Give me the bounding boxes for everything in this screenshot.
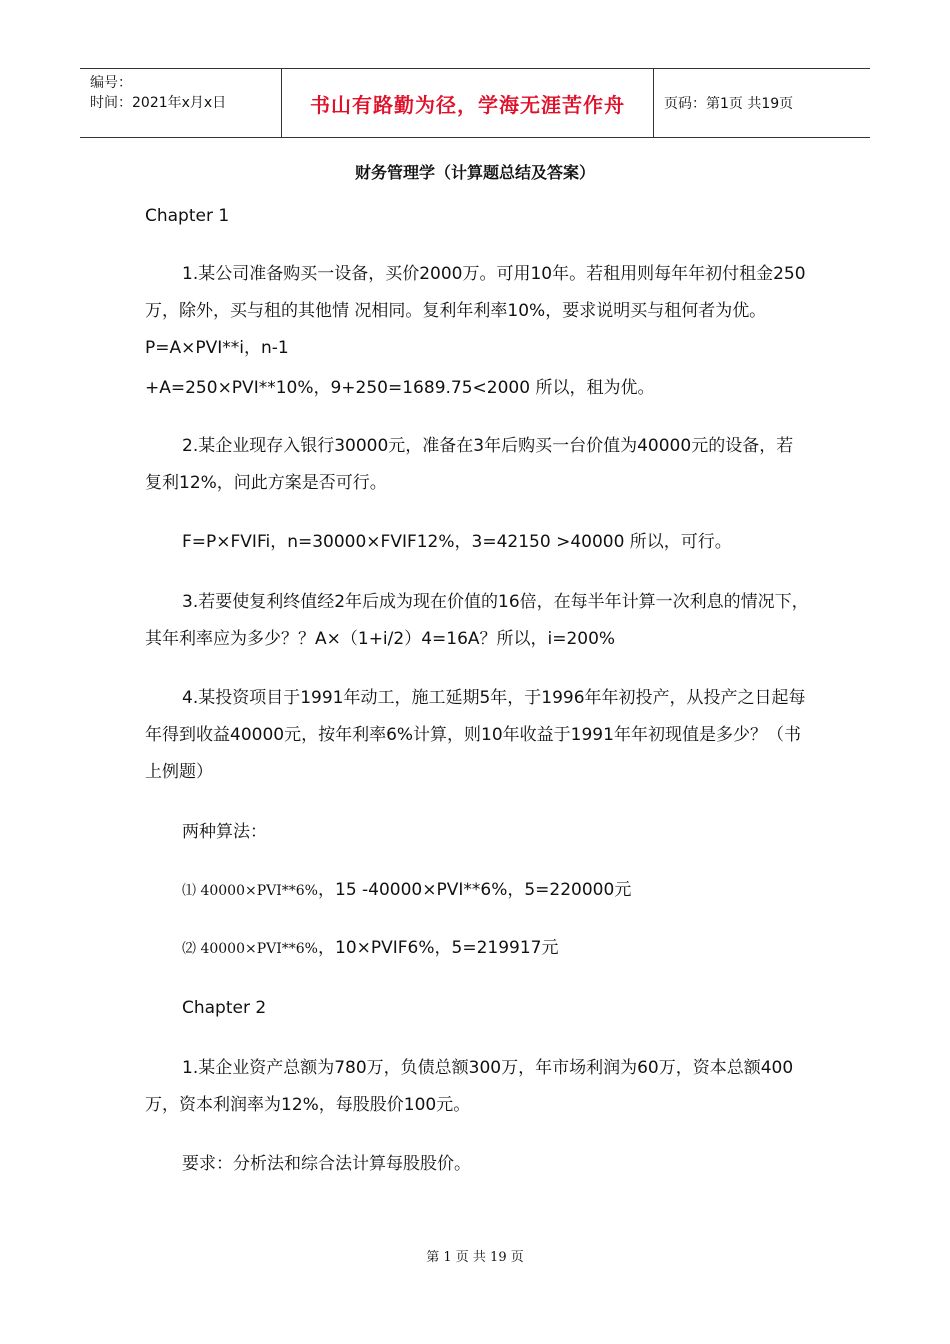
chapter-1-heading: Chapter 1	[145, 206, 230, 226]
ch1-question-2: 2.某企业现存入银行30000元，准备在3年后购买一台价值为40000元的设备，若复利12%，问此方案是否可行。	[145, 436, 794, 493]
ch1-question-1-answer: +A=250×PVI**10%，9+250=1689.75<2000 所以，租为优。	[145, 378, 655, 398]
ch1-question-1: 1.某公司准备购买一设备，买价2000万。可用10年。若租用则每年年初付租金250万，除外，买与租的其他情 况相同。复利年利率10%，要求说明买与租何者为优。P=A×PVI**i，n-1	[145, 264, 806, 358]
page-footer: 第 1 页 共 19 页	[426, 1250, 524, 1265]
page-header	[80, 68, 870, 138]
ch2-question-1-requirement: 要求：分析法和综合法计算每股股价。	[182, 1154, 471, 1174]
ch1-question-4-methods: 两种算法：	[182, 822, 267, 842]
document-title: 财务管理学（计算题总结及答案）	[354, 163, 595, 182]
ch1-question-2-answer: F=P×FVIFi，n=30000×FVIF12%，3=42150 >40000 所以，可行。	[182, 532, 732, 552]
header-page-info: 页码：第1页 共19页	[664, 96, 794, 112]
method-2-prefix: ⑵ 40000×PVI**6%	[182, 941, 318, 957]
ch1-method-2	[145, 930, 810, 968]
ch1-method-1	[145, 872, 810, 910]
number-label: 编号：	[90, 75, 132, 91]
header-meta	[80, 69, 282, 137]
ch1-question-3: 3.若要使复利终值经2年后成为现在价值的16倍，在每半年计算一次利息的情况下，其年利率应为多少？？A×（1+i/2）4=16A？所以，i=200%	[145, 592, 809, 649]
method-2-rest: ，10×PVIF6%，5=219917元	[318, 938, 559, 958]
ch2-question-1: 1.某企业资产总额为780万，负债总额300万，年市场利润为60万，资本总额400万，资本利润率为12%，每股股价100元。	[145, 1058, 794, 1115]
method-1-rest: ，15 -40000×PVI**6%，5=220000元	[318, 880, 632, 900]
chapter-2-heading: Chapter 2	[182, 998, 267, 1018]
ch1-question-4: 4.某投资项目于1991年动工，施工延期5年，于1996年年初投产，从投产之日起每年得到收益40000元，按年利率6%计算，则10年收益于1991年年初现值是多少？（书上例题）	[145, 688, 806, 782]
time-label: 时间：2021年x月x日	[90, 95, 227, 111]
method-1-prefix: ⑴ 40000×PVI**6%	[182, 883, 318, 899]
header-motto: 书山有路勤为径，学海无涯苦作舟	[282, 69, 654, 137]
